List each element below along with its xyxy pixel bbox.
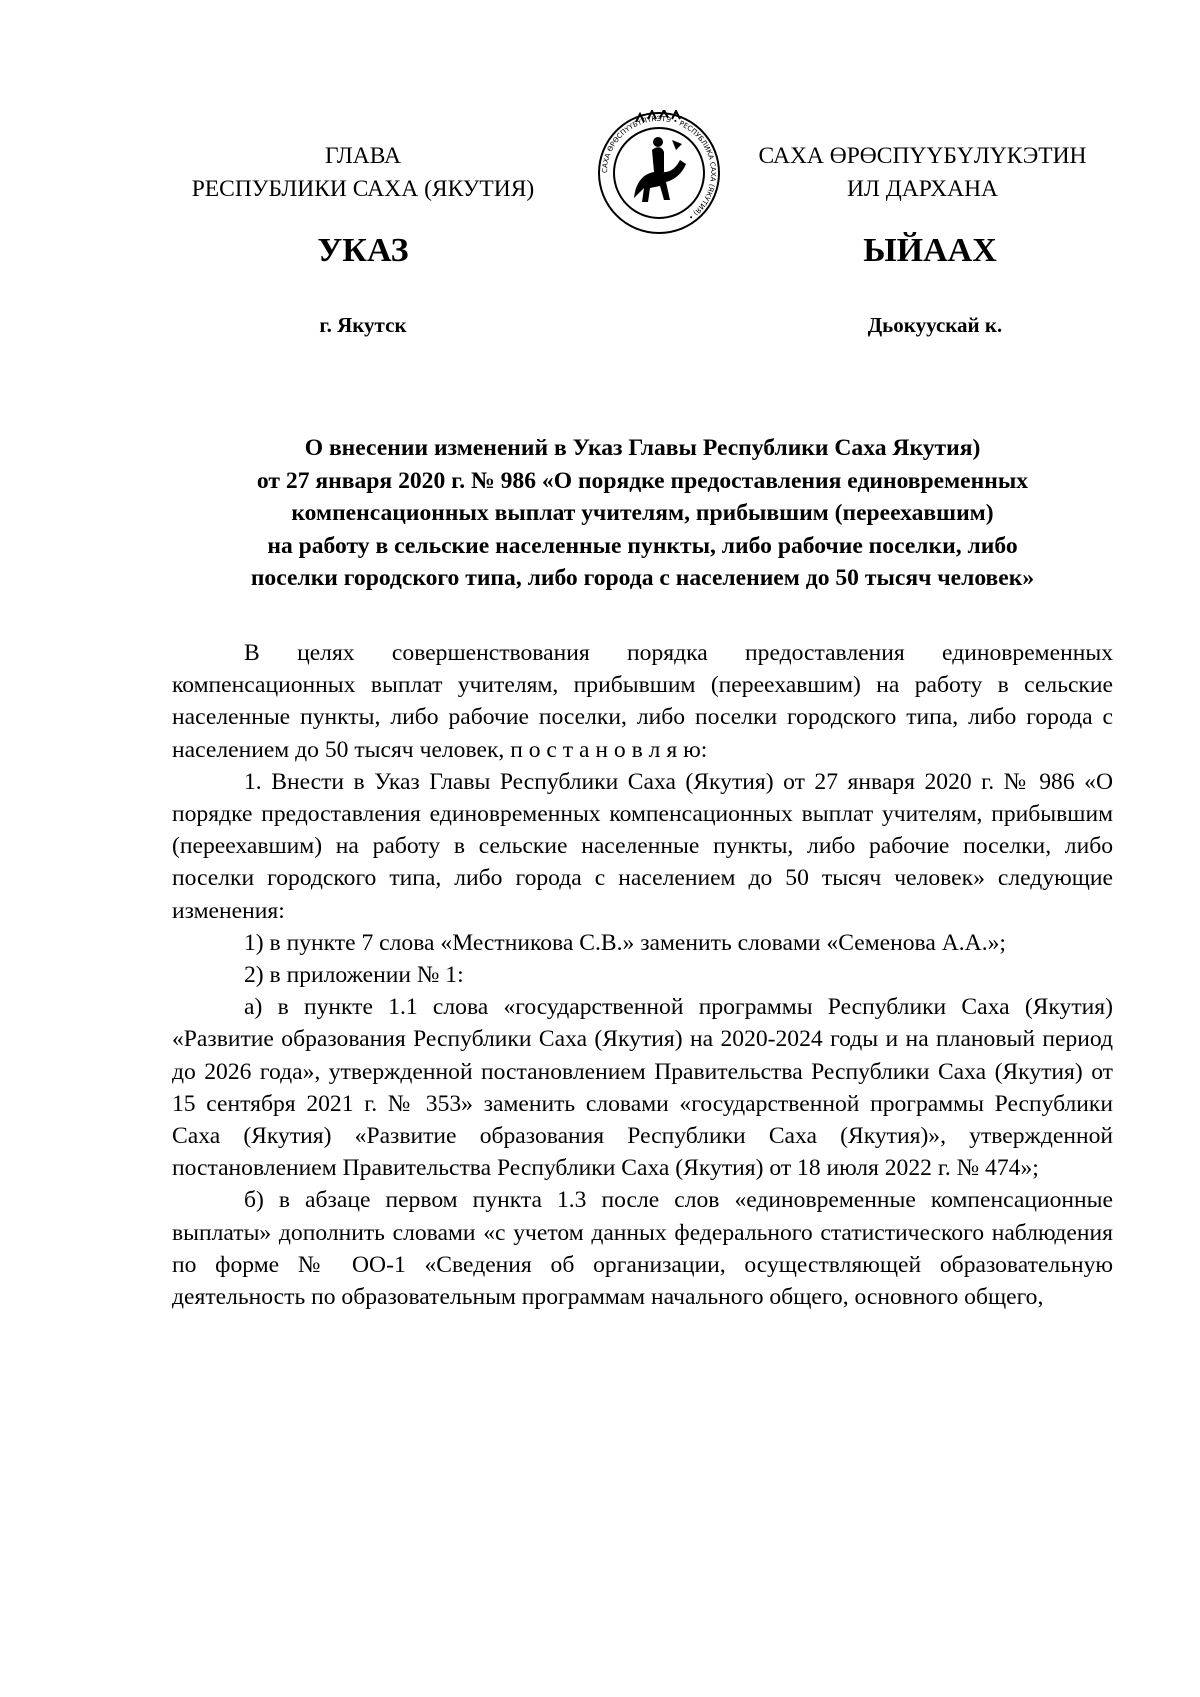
city-sakha: Дьокуускай к. [867,313,1003,337]
document-body [172,637,1113,1313]
item-1-paragraph: 1. Внести в Указ Главы Республики Саха (Якутия) от 27 января 2020 г. № 986 «О порядке предоставления единовременных компенсационных выплат учителям, прибывшим (переехавшим) на работу в сельские населенные пункты, либо рабочие поселки, либо поселки городского типа, либо города с населением до 50 тысяч человек» следующие изменения: [172,768,1113,924]
emblem-ring-text: САХА ӨРӨСПҮҮБҮЛҮКЭТЭ • РЕСПУБЛИКА САХА (ЯКУТИЯ) • [600,114,718,222]
city-ru: г. Якутск [319,313,407,337]
header-left-line2: РЕСПУБЛИКИ САХА (ЯКУТИЯ) [191,176,535,202]
title-line: на работу в сельские населенные пункты, либо рабочие поселки, либо [267,532,1018,559]
item-1-2-paragraph: 2) в приложении № 1: [244,962,464,989]
title-line: поселки городского типа, либо города с населением до 50 тысяч человек» [250,565,1035,592]
item-1-1-paragraph: 1) в пункте 7 слова «Местникова С.В.» заменить словами «Семенова А.А.»; [244,929,1006,956]
document-title [172,432,1113,595]
item-a-paragraph: а) в пункте 1.1 слова «государственной программы Республики Саха (Якутия) «Развитие образования Республики Саха (Якутия) на 2020-2024 годы и на плановый период до 2026 года», утвержденной постановлением Правительства Республики Саха (Якутия) от 15 сентября 2021 г. № 353» заменить словами «государственной программы Республики Саха (Якутия) «Развитие образования Республики Саха (Якутия)», утвержденной постановлением Правительства Республики Саха (Якутия) от 18 июля 2022 г. № 474»; [172,994,1113,1182]
header-right [735,140,1110,206]
title-line: О внесении изменений в Указ Главы Республики Саха Якутия) [304,435,981,461]
header-right-line2: ИЛ ДАРХАНА [846,176,999,202]
doc-type-ru: УКАЗ [317,232,409,269]
header-left-line1: ГЛАВА [325,143,401,169]
title-line: компенсационных выплат учителям, прибывшим (переехавшим) [291,500,994,527]
coat-of-arms-icon [596,110,722,236]
header-right-line1: САХА ӨРӨСПҮҮБҮЛҮКЭТИН [758,143,1087,169]
title-line: от 27 января 2020 г. № 986 «О порядке предоставления единовременных [256,467,1029,494]
header-left [150,140,576,206]
preamble-paragraph: В целях совершенствования порядка предоставления единовременных компенсационных выплат учителям, прибывшим (переехавшим) на работу в сельские населенные пункты, либо рабочие поселки, либо поселки городского типа, либо города с населением до 50 тысяч человек, п о с т а н о в л я ю: [172,640,1113,763]
doc-type-sakha: ЫЙААХ [863,232,997,269]
item-b-paragraph: б) в абзаце первом пункта 1.3 после слов «единовременные компенсационные выплаты» дополнить словами «с учетом данных федерального статистического наблюдения по форме № ОО-1 «Сведения об организации, осуществляющей образовательную деятельность по образовательным программам начального общего, основного общего, [172,1187,1113,1311]
